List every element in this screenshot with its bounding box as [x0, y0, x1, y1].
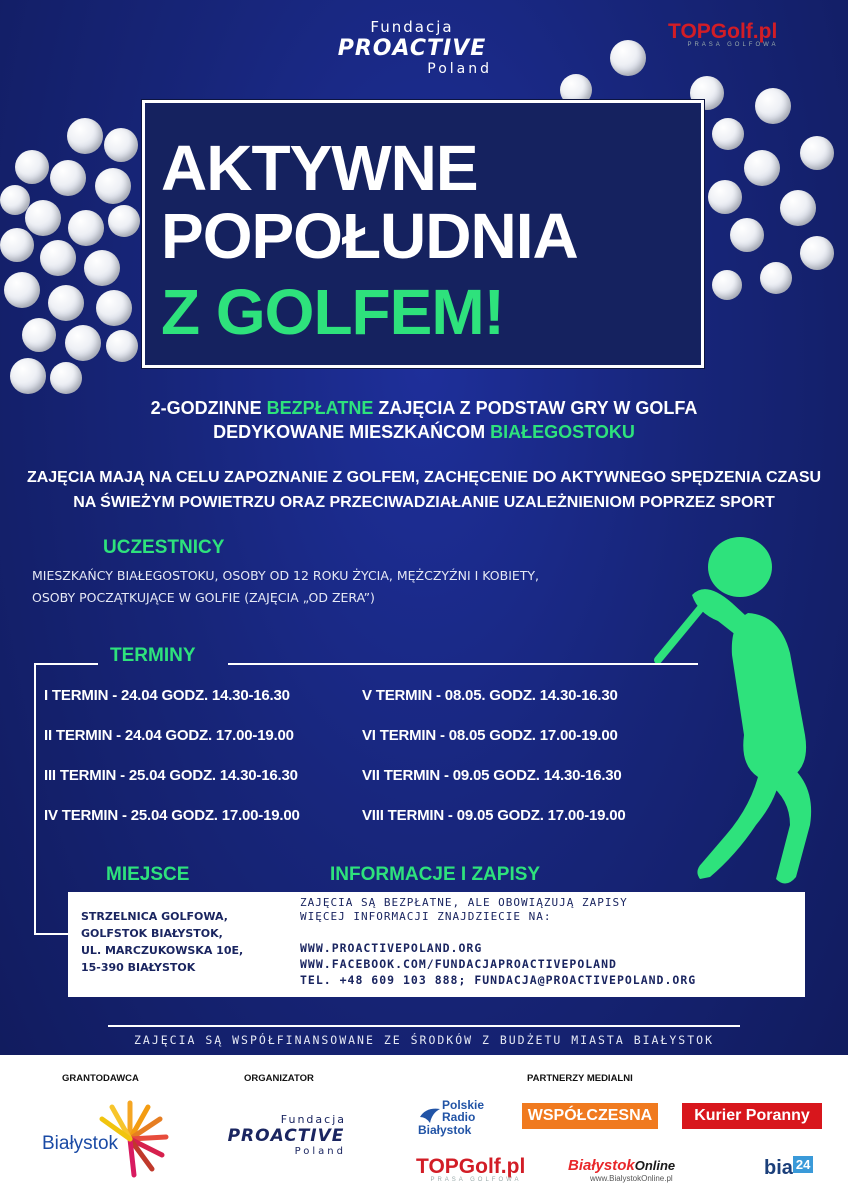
- organizer-proactive-logo: Fundacja PROACTIVE Poland: [227, 1113, 346, 1157]
- footer: [0, 1055, 848, 1200]
- info-heading: INFORMACJE I ZAPISY: [330, 864, 541, 885]
- fundacja-proactive-logo: [332, 18, 492, 77]
- logo-line-proactive: PROACTIVE: [337, 36, 487, 61]
- topgolf-golf: Golf.pl: [710, 20, 778, 43]
- info-box: [68, 892, 805, 997]
- cofinance-text: ZAJĘCIA SĄ WSPÓŁFINANSOWANE ZE ŚRODKÓW Z BUDŻETU MIASTA BIAŁYSTOK: [133, 1033, 715, 1047]
- title-box: [142, 100, 704, 368]
- terms-frame-bottom: [34, 933, 68, 935]
- terms-frame-top-left: [34, 663, 98, 665]
- participants-line-2: OSOBY POCZĄTKUJĄCE W GOLFIE (ZAJĘCIA „OD ZERA”): [32, 590, 375, 605]
- subheading-line-2: DEDYKOWANE MIESZKAŃCOM BIAŁEGOSTOKU: [213, 422, 635, 442]
- topgolf-logo: [668, 20, 798, 48]
- participants-line-1: MIESZKAŃCY BIAŁEGOSTOKU, OSOBY OD 12 ROKU ŻYCIA, MĘŻCZYŹNI I KOBIETY,: [32, 568, 540, 583]
- title-line-1: AKTYWNE: [161, 132, 478, 204]
- topgolf-top: TOP: [668, 20, 711, 43]
- bialystok-logo-text: Białystok: [42, 1133, 119, 1154]
- subheading-line-1: 2-GODZINNE BEZPŁATNE ZAJĘCIA Z PODSTAW GRY W GOLFA: [150, 398, 698, 418]
- contact-line[interactable]: TEL. +48 609 103 888; FUNDACJA@PROACTIVEPOLAND.ORG: [300, 973, 697, 987]
- participants-text: [32, 565, 672, 609]
- grantor-heading: GRANTODAWCA: [62, 1073, 139, 1084]
- bia24-logo: bia $^{24}$: [764, 1157, 813, 1180]
- terms-right-column: [362, 687, 672, 847]
- logo-line-fundacja: Fundacja: [370, 18, 454, 36]
- term-item: IV TERMIN - 25.04 GODZ. 17.00-19.00: [44, 807, 300, 824]
- polskie-radio-logo: [418, 1099, 508, 1139]
- bo-name-a: Białystok: [568, 1157, 635, 1174]
- info-note: [300, 896, 780, 924]
- purpose-line-1: ZAJĘCIA MAJĄ NA CELU ZAPOZNANIE Z GOLFEM, ZACHĘCENIE DO AKTYWNEGO SPĘDZENIA CZASU: [26, 469, 822, 486]
- subheading: [40, 396, 808, 444]
- participants-heading: UCZESTNICY: [103, 537, 225, 558]
- radio-line-2: Radio: [442, 1110, 476, 1124]
- address-line: GOLFSTOK BIAŁYSTOK,: [81, 927, 223, 940]
- info-note-line-1: ZAJĘCIA SĄ BEZPŁATNE, ALE OBOWIĄZUJĄ ZAPISY: [300, 896, 628, 909]
- term-item: II TERMIN - 24.04 GODZ. 17.00-19.00: [44, 727, 294, 744]
- partners-heading: PARTNERZY MEDIALNI: [527, 1073, 633, 1084]
- bo-url: www.BialystokOnline.pl: [590, 1174, 673, 1183]
- cofinance-divider: [108, 1025, 740, 1027]
- logo-line-poland: Poland: [427, 61, 492, 77]
- bo-name-b: Online: [634, 1158, 676, 1173]
- terms-frame-top-right: [228, 663, 698, 665]
- address-line: STRZELNICA GOLFOWA,: [81, 910, 228, 923]
- term-item: V TERMIN - 08.05. GODZ. 14.30-16.30: [362, 687, 618, 704]
- term-item: VIII TERMIN - 09.05 GODZ. 17.00-19.00: [362, 807, 626, 824]
- kurier-poranny-logo: Kurier Poranny: [682, 1103, 822, 1129]
- title-line-3: Z GOLFEM!: [161, 276, 504, 348]
- term-item: VII TERMIN - 09.05 GODZ. 14.30-16.30: [362, 767, 622, 784]
- radio-line-1: Polskie: [442, 1098, 485, 1112]
- place-address: [81, 908, 281, 976]
- info-note-line-2: WIĘCEJ INFORMACJI ZNAJDZIECIE NA:: [300, 910, 552, 923]
- wspolczesna-logo: WSPÓŁCZESNA: [522, 1103, 658, 1129]
- term-item: I TERMIN - 24.04 GODZ. 14.30-16.30: [44, 687, 290, 704]
- address-line: 15-390 BIAŁYSTOK: [81, 961, 196, 974]
- title-line-2: POPOŁUDNIA: [161, 200, 578, 272]
- address-line: UL. MARCZUKOWSKA 10E,: [81, 944, 244, 957]
- purpose-line-2: NA ŚWIEŻYM POWIETRZU ORAZ PRZECIWADZIAŁANIE UZALEŻNIENIOM POPRZEZ SPORT: [73, 494, 775, 511]
- topgolf-subtitle: PRASA GOLFOWA: [687, 42, 779, 48]
- term-item: VI TERMIN - 08.05 GODZ. 17.00-19.00: [362, 727, 618, 744]
- facebook-link[interactable]: WWW.FACEBOOK.COM/FUNDACJAPROACTIVEPOLAND: [300, 957, 617, 971]
- footer-topgolf-logo: TOPGolf.pl PRASA GOLFOWA: [416, 1155, 526, 1183]
- terms-heading: TERMINY: [110, 645, 196, 666]
- website-link[interactable]: WWW.PROACTIVEPOLAND.ORG: [300, 941, 483, 955]
- purpose-text: [14, 465, 834, 515]
- radio-line-3: Białystok: [418, 1123, 472, 1137]
- info-links: [300, 940, 800, 988]
- terms-left-column: [44, 687, 344, 847]
- place-heading: MIEJSCE: [106, 864, 190, 885]
- organizer-heading: ORGANIZATOR: [244, 1073, 314, 1084]
- bialystok-online-logo: [568, 1155, 718, 1183]
- terms-frame-left: [34, 663, 36, 935]
- term-item: III TERMIN - 25.04 GODZ. 14.30-16.30: [44, 767, 298, 784]
